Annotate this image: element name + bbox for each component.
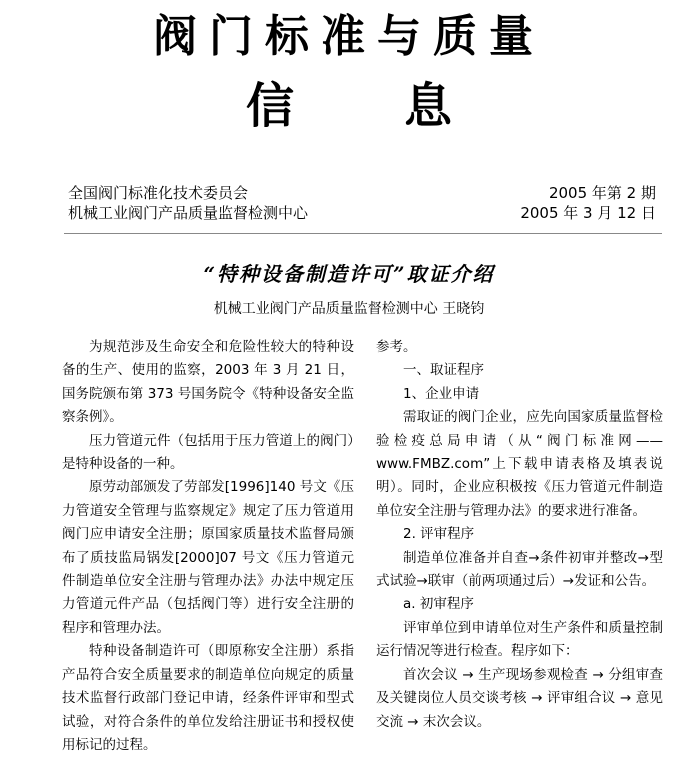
issue-block — [520, 183, 656, 223]
issue-number: 2005 年第 2 期 — [548, 184, 656, 202]
subsection-heading: 2. 评审程序 — [403, 526, 475, 543]
paragraph: 需取证的阀门企业，应先向国家质量监督检验检疫总局申请（从“阀门标准网——www.FMBZ.com”上下载申请表格及填表说明）。同时，企业应积极按《压力管道元件制造单位安全注册与管理办法》的要求进行准备。 — [376, 409, 663, 519]
masthead-subtitle: 信息 — [245, 78, 562, 134]
publisher-block — [68, 183, 308, 223]
paragraph: 评审单位到申请单位对生产条件和质量控制运行情况等进行检查。程序如下： — [376, 619, 663, 660]
paragraph: 为规范涉及生命安全和危险性较大的特种设备的生产、使用的监察，2003 年 3 月 21 日，国务院颁布第 373 号国务院令《特种设备安全监察条例》。 — [62, 339, 354, 426]
publisher-center: 机械工业阀门产品质量监督检测中心 — [68, 204, 309, 222]
section-heading: 一、取证程序 — [403, 362, 484, 379]
paragraph: 制造单位准备并自查→条件初审并整改→型式试验→联审（前两项通过后）→发证和公告。 — [376, 549, 663, 590]
subsection-heading: 1、企业申请 — [403, 385, 480, 402]
article-title: “特种设备制造许可”取证介绍 — [203, 262, 495, 286]
paragraph: 首次会议 → 生产现场参观检查 → 分组审查及关键岗位人员交谈考核 → 评审组合议 → 意见交流 → 末次会议。 — [376, 666, 663, 730]
left-column — [62, 336, 354, 757]
right-column — [376, 336, 663, 734]
issue-date: 2005 年 3 月 12 日 — [520, 204, 656, 222]
masthead-title: 阀门标准与质量 — [153, 11, 545, 62]
paragraph: 压力管道元件（包括用于压力管道上的阀门）是特种设备的一种。 — [62, 432, 354, 473]
subsection-heading: a. 初审程序 — [403, 596, 474, 613]
paragraph: 原劳动部颁发了劳部发[1996]140 号文《压力管道安全管理与监察规定》规定了压力管道用阀门应申请安全注册；原国家质量技术监督局颁布了质技监局锅发[2000]07 号文《压力管道元件制造单位安全注册与管理办法》办法中规定压力管道元件产品（包括阀门等）进行安全注册的程序和管理办法。 — [62, 479, 354, 636]
paragraph: 参考。 — [376, 339, 417, 355]
paragraph: 特种设备制造许可（即原称安全注册）系指产品符合安全质量要求的制造单位向规定的质量技术监督行政部门登记申请，经条件评审和型式试验，对符合条件的单位发给注册证书和授权使用标记的过程。 — [62, 643, 354, 753]
article-author: 机械工业阀门产品质量监督检测中心 王晓钧 — [213, 301, 485, 317]
header-divider — [64, 233, 662, 234]
publisher-committee: 全国阀门标准化技术委员会 — [68, 184, 249, 202]
